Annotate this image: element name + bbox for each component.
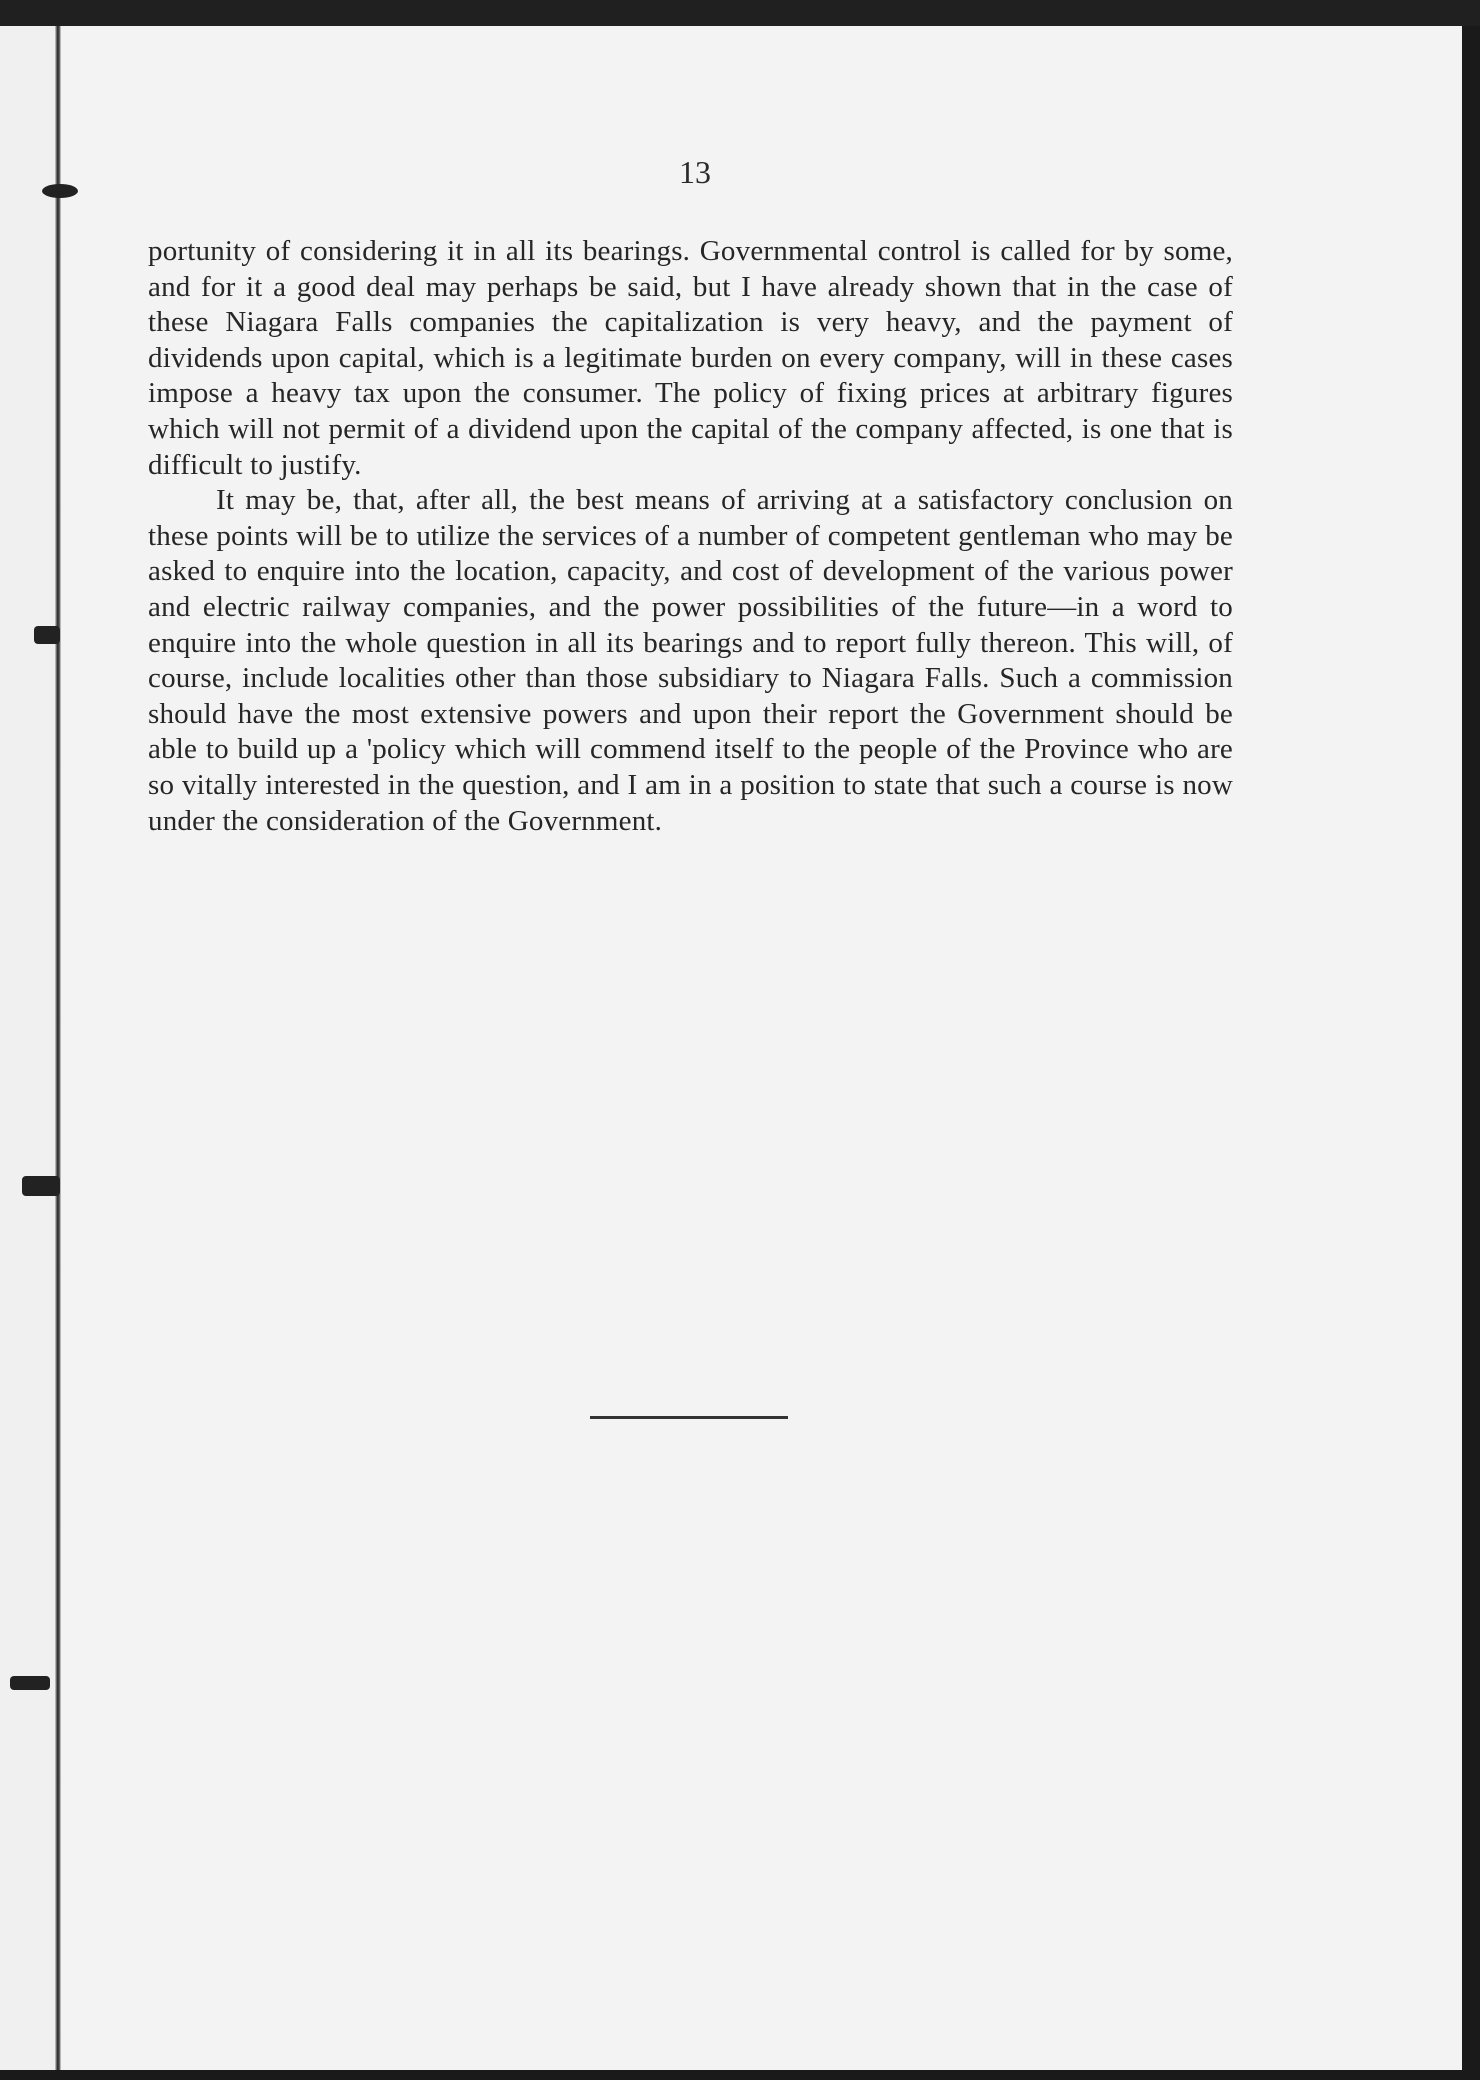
body-text [148, 234, 1233, 839]
paragraph: portunity of considering it in all its bearings. Governmental control is called for by some, and for it a good deal may perhaps be said, but I have already shown that in the case of these Niagara Falls companies the capitalization is very heavy, and the payment of dividends upon capital, which is a legitimate burden on every company, will in these cases impose a heavy tax upon the consumer. The policy of fixing prices at arbitrary figures which will not permit of a dividend upon the capital of the company affected, is one that is difficult to justify. [148, 235, 1233, 481]
book-page [0, 26, 1462, 2070]
binding-stitch [34, 626, 60, 644]
page-number: 13 [679, 154, 711, 190]
section-rule [590, 1416, 788, 1419]
binding-stitch [22, 1176, 60, 1196]
scan-bottom-border [0, 2070, 1480, 2080]
scan-right-border [1462, 26, 1480, 2080]
binding-margin [0, 26, 55, 2070]
binding-spine [55, 26, 61, 2070]
binding-stitch [42, 184, 78, 198]
binding-stitch [10, 1676, 50, 1690]
paragraph: It may be, that, after all, the best means of arriving at a satisfactory conclusion on these points will be to utilize the services of a number of competent gentleman who may be asked to enquire into the location, capacity, and cost of development of the various power and electric railway companies, and the power possibilities of the future—in a word to enquire into the whole question in all its bearings and to report fully thereon. This will, of course, include localities other than those subsidiary to Niagara Falls. Such a commission should have the most extensive powers and upon their report the Government should be able to build up a 'policy which will commend itself to the people of the Province who are so vitally interested in the question, and I am in a position to state that such a course is now under the consideration of the Government. [148, 484, 1233, 837]
